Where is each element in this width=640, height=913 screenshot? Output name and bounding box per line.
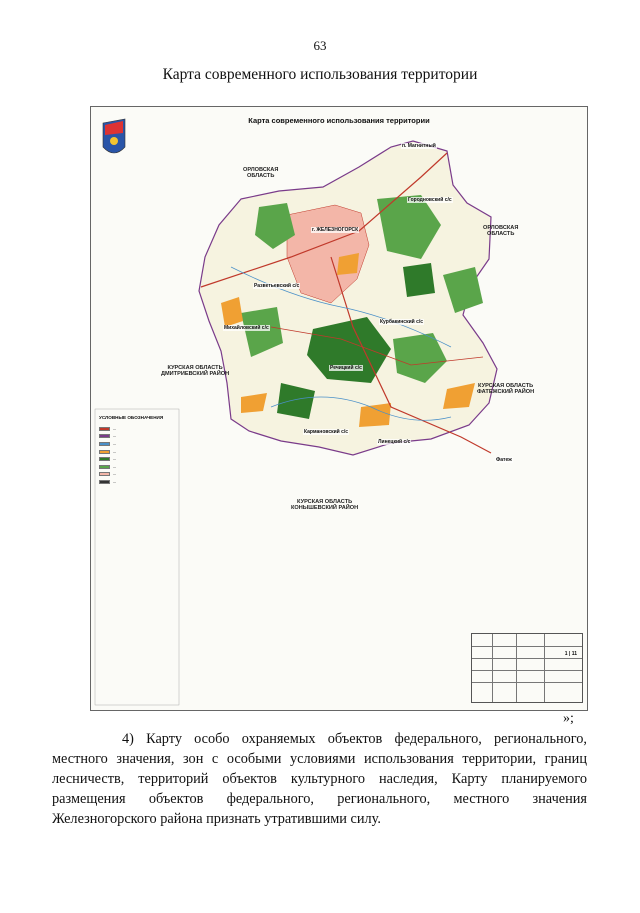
- stamp-sheet-number: 1 | 11: [564, 651, 577, 657]
- region-label-kursk-dmitriev: КУРСКАЯ ОБЛАСТЬ ДМИТРИЕВСКИЙ РАЙОН: [161, 365, 230, 378]
- legend-heading: УСЛОВНЫЕ ОБОЗНАЧЕНИЯ: [99, 415, 164, 420]
- closing-quote: »;: [563, 711, 574, 726]
- map-graphic: [91, 107, 588, 711]
- town-label-zheleznogorsk: г. ЖЕЛЕЗНОГОРСК: [312, 227, 359, 233]
- town-label-kerman: Кармановский с/с: [304, 429, 349, 435]
- town-label-magnitny: п. Магнитный: [402, 143, 436, 149]
- forest-patch: [403, 263, 435, 297]
- town-label-linets: Линецкий с/с: [378, 439, 411, 445]
- town-label-rechitsa: Речицкий с/с: [330, 365, 362, 371]
- body-paragraph: 4) Карту особо охраняемых объектов федерального, регионального, местного значения, зон с особыми условиями использования территории, границ лесничеств, территорий объектов культурного наследия, Карту планируемого размещения объектов федерального, регионального, местного значения Железногорского района признать утратившими силу.: [52, 731, 587, 827]
- town-label-fatezh: Фатеж: [496, 457, 512, 463]
- town-label-mikhailovka: Михайловский с/с: [224, 325, 269, 331]
- region-label-orel-east: ОРЛОВСКАЯ ОБЛАСТЬ: [483, 225, 519, 238]
- map-inner-title: Карта современного использования территории: [248, 116, 430, 125]
- region-label-kursk-fatezh: КУРСКАЯ ОБЛАСТЬ ФАТЕЖСКИЙ РАЙОН: [477, 383, 535, 396]
- title-block-stamp: [471, 633, 583, 703]
- region-label-orel-north: ОРЛОВСКАЯ ОБЛАСТЬ: [243, 167, 279, 180]
- legend-column: — — — — — — — —: [99, 425, 116, 486]
- town-label-kurbakino: Курбакинский с/с: [380, 319, 424, 325]
- page-number: 63: [313, 38, 327, 53]
- region-label-kursk-konyshev: КУРСКАЯ ОБЛАСТЬ КОНЫШЕВСКИЙ РАЙОН: [291, 499, 359, 512]
- map-figure: [90, 106, 588, 711]
- map-heading: Карта современного использования территории: [162, 66, 478, 83]
- town-label-razvetye: Разветьевский с/с: [254, 283, 300, 289]
- town-label-gorodnoe: Городновский с/с: [408, 197, 452, 203]
